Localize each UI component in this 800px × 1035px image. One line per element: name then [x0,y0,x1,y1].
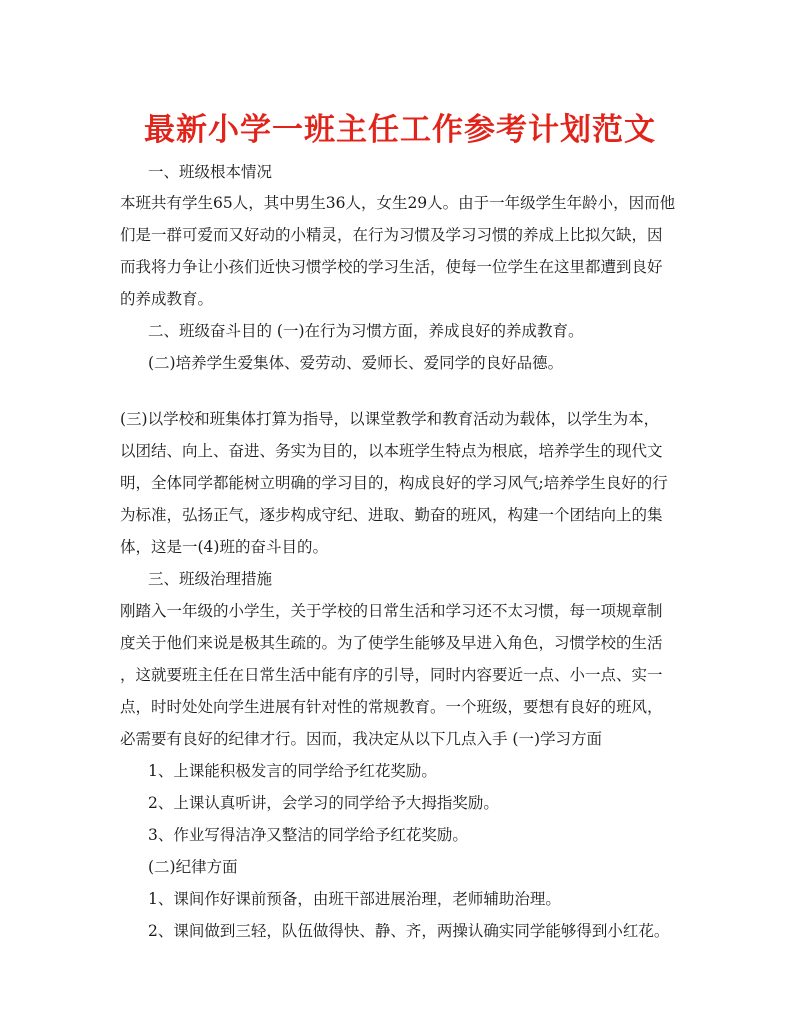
document-line: 2、课间做到三轻，队伍做得快、静、齐，两操认确实同学能够得到小红花。 [148,922,670,940]
document-line: 2、上课认真听讲，会学习的同学给予大拇指奖励。 [148,794,499,812]
document-line: 度关于他们来说是极其生疏的。为了使学生能够及早进入角色，习惯学校的生活 [120,634,663,652]
document-line: 3、作业写得洁净又整洁的同学给予红花奖励。 [148,826,468,844]
document-line: 的养成教育。 [120,290,214,308]
document-line: 刚踏入一年级的小学生，关于学校的日常生活和学习还不太习惯，每一项规章制 [120,602,663,620]
document-line: 明，全体同学都能树立明确的学习目的，构成良好的学习风气;培养学生良好的行 [120,474,668,492]
document-line: 1、上课能积极发言的同学给予红花奖励。 [148,762,437,780]
document-line: 体，这是一(4)班的奋斗目的。 [120,538,328,556]
document-title: 最新小学一班主任工作参考计划范文 [144,112,656,148]
document-line: 三、班级治理措施 [148,570,273,588]
document-line: 必需要有良好的纪律才行。因而，我决定从以下几点入手 (一)学习方面 [120,730,603,748]
document-line: 而我将力争让小孩们近快习惯学校的学习生活，使每一位学生在这里都遭到良好 [120,258,663,276]
document-line: 一、班级根本情况 [148,163,273,181]
document-line: 二、班级奋斗目的 (一)在行为习惯方面，养成良好的养成教育。 [148,322,584,340]
document-line: 为标准，弘扬正气，逐步构成守纪、进取、勤奋的班风，构建一个团结向上的集 [120,506,663,524]
document-line: 们是一群可爱而又好动的小精灵，在行为习惯及学习习惯的养成上比拟欠缺，因 [120,226,663,244]
document-line: (二)纪律方面 [148,858,238,876]
document-line: 点，时时处处向学生进展有针对性的常规教育。一个班级，要想有良好的班风， [120,698,663,716]
document-line: (三)以学校和班集体打算为指导，以课堂教学和教育活动为载体，以学生为本， [120,410,660,428]
document-line: ，这就要班主任在日常生活中能有序的引导，同时内容要近一点、小一点、实一 [120,666,663,684]
document-line: (二)培养学生爱集体、爱劳动、爱师长、爱同学的良好品德。 [148,354,564,372]
document-line: 本班共有学生65人，其中男生36人，女生29人。由于一年级学生年龄小，因而他 [120,194,676,212]
document-line: 1、课间作好课前预备，由班干部进展治理，老师辅助治理。 [148,890,561,908]
document-line: 以团结、向上、奋进、务实为目的，以本班学生特点为根底，培养学生的现代文 [120,442,663,460]
